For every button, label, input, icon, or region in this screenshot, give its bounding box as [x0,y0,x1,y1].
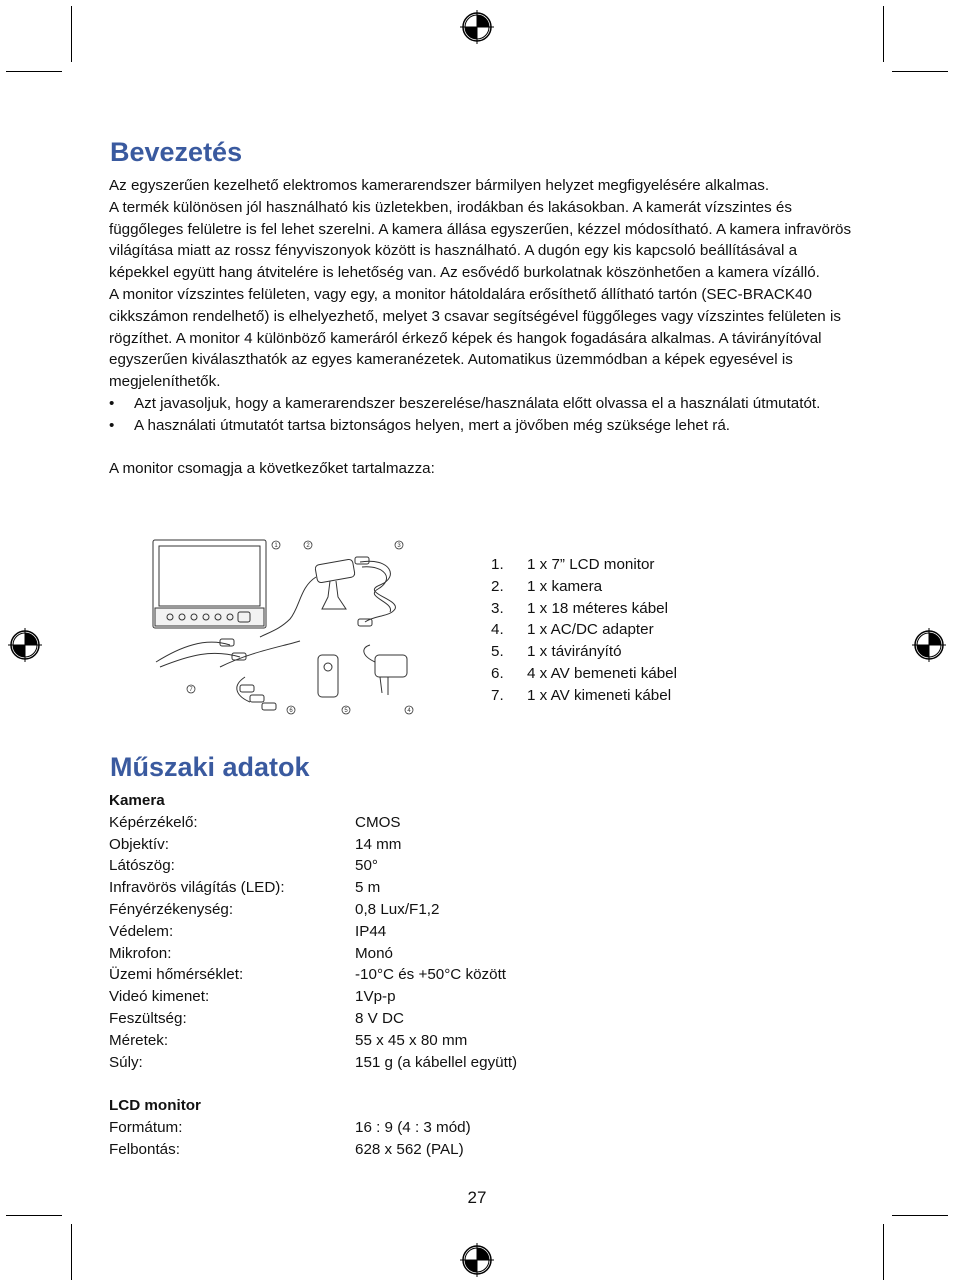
callout-label: 5 [344,708,348,714]
callout-label: 2 [306,543,310,549]
crop-mark [892,1215,948,1216]
callout-label: 6 [289,708,293,714]
list-item: 1. 1 x 7” LCD monitor [491,556,655,573]
specs-table [109,790,517,1161]
spec-row: Formátum: 16 : 9 (4 : 3 mód) [109,1118,471,1136]
spec-row: Felbontás: 628 x 562 (PAL) [109,1140,464,1158]
spec-row: Videó kimenet: 1Vp-p [109,988,396,1006]
intro-paragraph: A termék különösen jól használható kis üzletekben, irodákban és lakásokban. A kamerát vízszintes és függőleges felületre is fel lehet szerelni. A kamera állása egyszerűen, kézzel módosítható. A kamera infravörös világítása miatt az rossz fényviszonyok között is használható. A dugón egy kis kapcsoló beállításával a képekkel együtt hang átvitelére is lehetőség van. Az esővédő burkolatnak köszönhetően a kamera vízálló. [109,198,852,282]
spec-row: Infravörös világítás (LED): 5 m [109,879,381,897]
list-item: 3. 1 x 18 méteres kábel [491,599,668,617]
list-item: 7. 1 x AV kimeneti kábel [491,686,672,704]
crop-mark [883,1224,884,1280]
crop-mark [883,6,884,62]
page-number: 27 [467,1188,487,1207]
crop-mark [71,6,72,62]
section-title-specs: Műszaki adatok [110,752,310,782]
spec-row: Képérzékelő: CMOS [109,813,401,831]
crop-mark [892,71,948,72]
list-item: 4. 1 x AC/DC adapter [491,621,654,639]
spec-row: Üzemi hőmérséklet: -10°C és +50°C között [109,966,507,984]
callout-label: 7 [189,687,193,693]
crop-mark [71,1224,72,1280]
callout-label: 1 [274,543,278,549]
spec-row: Mikrofon: Monó [109,944,393,962]
list-item: 5. 1 x távirányító [491,643,622,661]
registration-mark-icon [460,1243,494,1277]
list-item: 2. 1 x kamera [491,577,603,595]
crop-mark [6,71,62,72]
spec-row: Látószög: 50° [109,857,378,875]
package-contents-illustration [150,537,420,719]
registration-mark-icon [8,628,42,662]
section-title-intro: Bevezetés [110,137,243,167]
spec-row: Méretek: 55 x 45 x 80 mm [109,1031,468,1049]
spec-row: Fényérzékenység: 0,8 Lux/F1,2 [109,900,440,918]
package-contents-list [491,554,677,707]
registration-mark-icon [912,628,946,662]
specs-heading-camera: Kamera [109,792,165,809]
intro-paragraph: A monitor vízszintes felületen, vagy egy, a monitor hátoldalára erősíthető állítható tartón (SEC-BRACK40 cikkszámon rendelhető) is elhelyezhető, melyet 3 csavar segítségével függőleges vagy vízszintes felületen is rögzíthet. A monitor 4 különböző kameráról érkező képek és hangok fogadására alkalmas. A távirányítóval egyszerűen kiválaszthatók az egyes kameranézetek. Automatikus üzemmódban a képek egyesével is megjeleníthetők. [109,285,841,391]
specs-heading-lcd: LCD monitor [109,1097,201,1115]
callout-label: 3 [397,543,401,549]
spec-row: Objektív: 14 mm [109,835,402,853]
callout-label: 4 [407,708,411,714]
spec-row: Feszültség: 8 V DC [109,1009,404,1027]
intro-paragraph: Az egyszerűen kezelhető elektromos kamerarendszer bármilyen helyzet megfigyelésére alkalmas. [109,177,770,194]
list-item: 6. 4 x AV bemeneti kábel [491,664,677,682]
crop-mark [6,1215,62,1216]
advice-list [109,393,854,437]
spec-row: Súly: 151 g (a kábellel együtt) [109,1053,518,1071]
registration-mark-icon [460,10,494,44]
spec-row: Védelem: IP44 [109,922,387,940]
list-item: • Azt javasoljuk, hogy a kamerarendszer beszerelése/használata előtt olvassa el a használati útmutatót. [109,393,854,415]
package-intro: A monitor csomagja a következőket tartalmazza: [109,460,435,478]
list-item: • A használati útmutatót tartsa biztonságos helyen, mert a jövőben még szüksége lehet rá. [109,415,854,437]
intro-body [109,175,854,480]
